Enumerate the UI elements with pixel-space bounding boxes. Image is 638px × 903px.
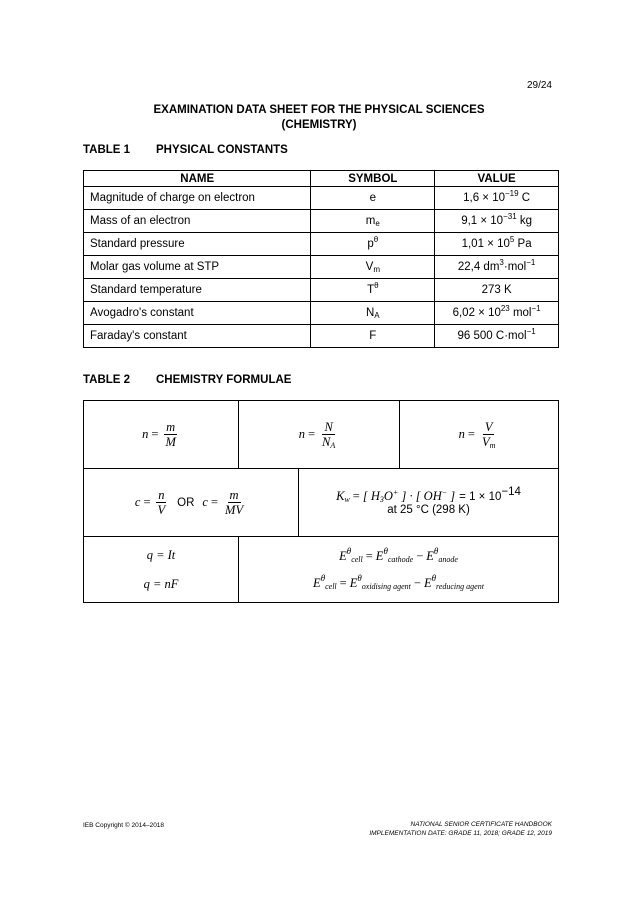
chemistry-formulae-table bbox=[83, 400, 559, 603]
kw-condition: at 25 °C (298 K) bbox=[387, 504, 470, 516]
formula-charge bbox=[84, 537, 238, 603]
constant-symbol: F bbox=[311, 325, 435, 348]
constant-name: Molar gas volume at STP bbox=[84, 256, 311, 279]
constant-symbol: $T^\theta$ bbox=[311, 279, 435, 302]
table2-name: CHEMISTRY FORMULAE bbox=[156, 374, 292, 386]
emf-oxidising-reducing: $E^\theta_{cell} = E^\theta_{oxidising agent} - E^\theta_{reducing agent}$ bbox=[313, 573, 484, 591]
footer-handbook bbox=[369, 820, 552, 838]
table-row bbox=[84, 302, 559, 325]
title-line-2: (CHEMISTRY) bbox=[281, 119, 357, 131]
footer-right-line-1: NATIONAL SENIOR CERTIFICATE HANDBOOK bbox=[410, 821, 552, 828]
constant-symbol: $m_e$ bbox=[311, 210, 435, 233]
table-row bbox=[84, 233, 559, 256]
table-header-row bbox=[84, 171, 559, 187]
table1-label: TABLE 1 bbox=[83, 144, 131, 156]
header-name: NAME bbox=[84, 171, 311, 187]
constant-value: 22,4 $dm^3\cdot mol^{-1}$ bbox=[435, 256, 559, 279]
constant-symbol: $p^\theta$ bbox=[311, 233, 435, 256]
table-row bbox=[84, 325, 559, 348]
formula-n-V-over-Vm: n = $\frac{V}{V_m}$ bbox=[458, 420, 496, 450]
footer-right-line-2: IMPLEMENTATION DATE: GRADE 11, 2018; GRADE 12, 2019 bbox=[369, 830, 552, 837]
table-row bbox=[84, 210, 559, 233]
constant-value: 96 500 C·mol$^{-1}$ bbox=[435, 325, 559, 348]
table2-heading bbox=[83, 374, 291, 386]
constant-name: Avogadro's constant bbox=[84, 302, 311, 325]
constant-symbol: $N_A$ bbox=[311, 302, 435, 325]
formula-concentration: c = $\frac{n}{V}$ OR c = $\frac{m}{MV}$ bbox=[134, 488, 244, 517]
constant-name: Standard pressure bbox=[84, 233, 311, 256]
formula-q-It: q = It bbox=[146, 548, 176, 562]
formula-kw bbox=[299, 469, 558, 536]
emf-cathode-anode: $E^\theta_{cell} = E^\theta_{cathode} - E^\theta_{anode}$ bbox=[339, 546, 458, 564]
constant-name: Faraday's constant bbox=[84, 325, 311, 348]
table2-label: TABLE 2 bbox=[83, 374, 131, 386]
constant-name: Magnitude of charge on electron bbox=[84, 187, 311, 210]
table-row bbox=[84, 187, 559, 210]
table-row bbox=[84, 256, 559, 279]
page-number: 29/24 bbox=[526, 80, 552, 91]
table1-name: PHYSICAL CONSTANTS bbox=[156, 144, 288, 156]
formula-n-m-over-M: n = $\frac{m}{M}$ bbox=[142, 420, 176, 449]
formula-q-nF: q = nF bbox=[143, 577, 179, 591]
constant-value: $1,6 \times 10^{-19}$ C bbox=[435, 187, 559, 210]
constant-name: Mass of an electron bbox=[84, 210, 311, 233]
constant-value: $6,02 \times 10^{23}$ mol$^{-1}$ bbox=[435, 302, 559, 325]
header-value: VALUE bbox=[435, 171, 559, 187]
physical-constants-table bbox=[83, 170, 559, 348]
or-label: OR bbox=[177, 496, 195, 509]
footer-copyright: IEB Copyright © 2014–2018 bbox=[83, 822, 165, 829]
document-title bbox=[0, 103, 638, 133]
constant-name: Standard temperature bbox=[84, 279, 311, 302]
constant-value: $9,1 \times 10^{-31}$ kg bbox=[435, 210, 559, 233]
kw-expression: $K_w$ = [ $H_3O^+$ ] · [ OH− ] = $1 \times 10^{-14}$ bbox=[336, 486, 521, 504]
constant-value: 273 K bbox=[435, 279, 559, 302]
title-line-1: EXAMINATION DATA SHEET FOR THE PHYSICAL SCIENCES bbox=[153, 104, 485, 116]
header-symbol: SYMBOL bbox=[311, 171, 435, 187]
constant-symbol: $V_m$ bbox=[311, 256, 435, 279]
formula-n-N-over-NA: n = $\frac{N}{N_A}$ bbox=[298, 420, 336, 450]
constant-symbol: e bbox=[311, 187, 435, 210]
table1-heading bbox=[83, 144, 288, 156]
formula-emf bbox=[239, 537, 558, 603]
constant-value: $1,01 \times 10^5$ Pa bbox=[435, 233, 559, 256]
table-row bbox=[84, 279, 559, 302]
